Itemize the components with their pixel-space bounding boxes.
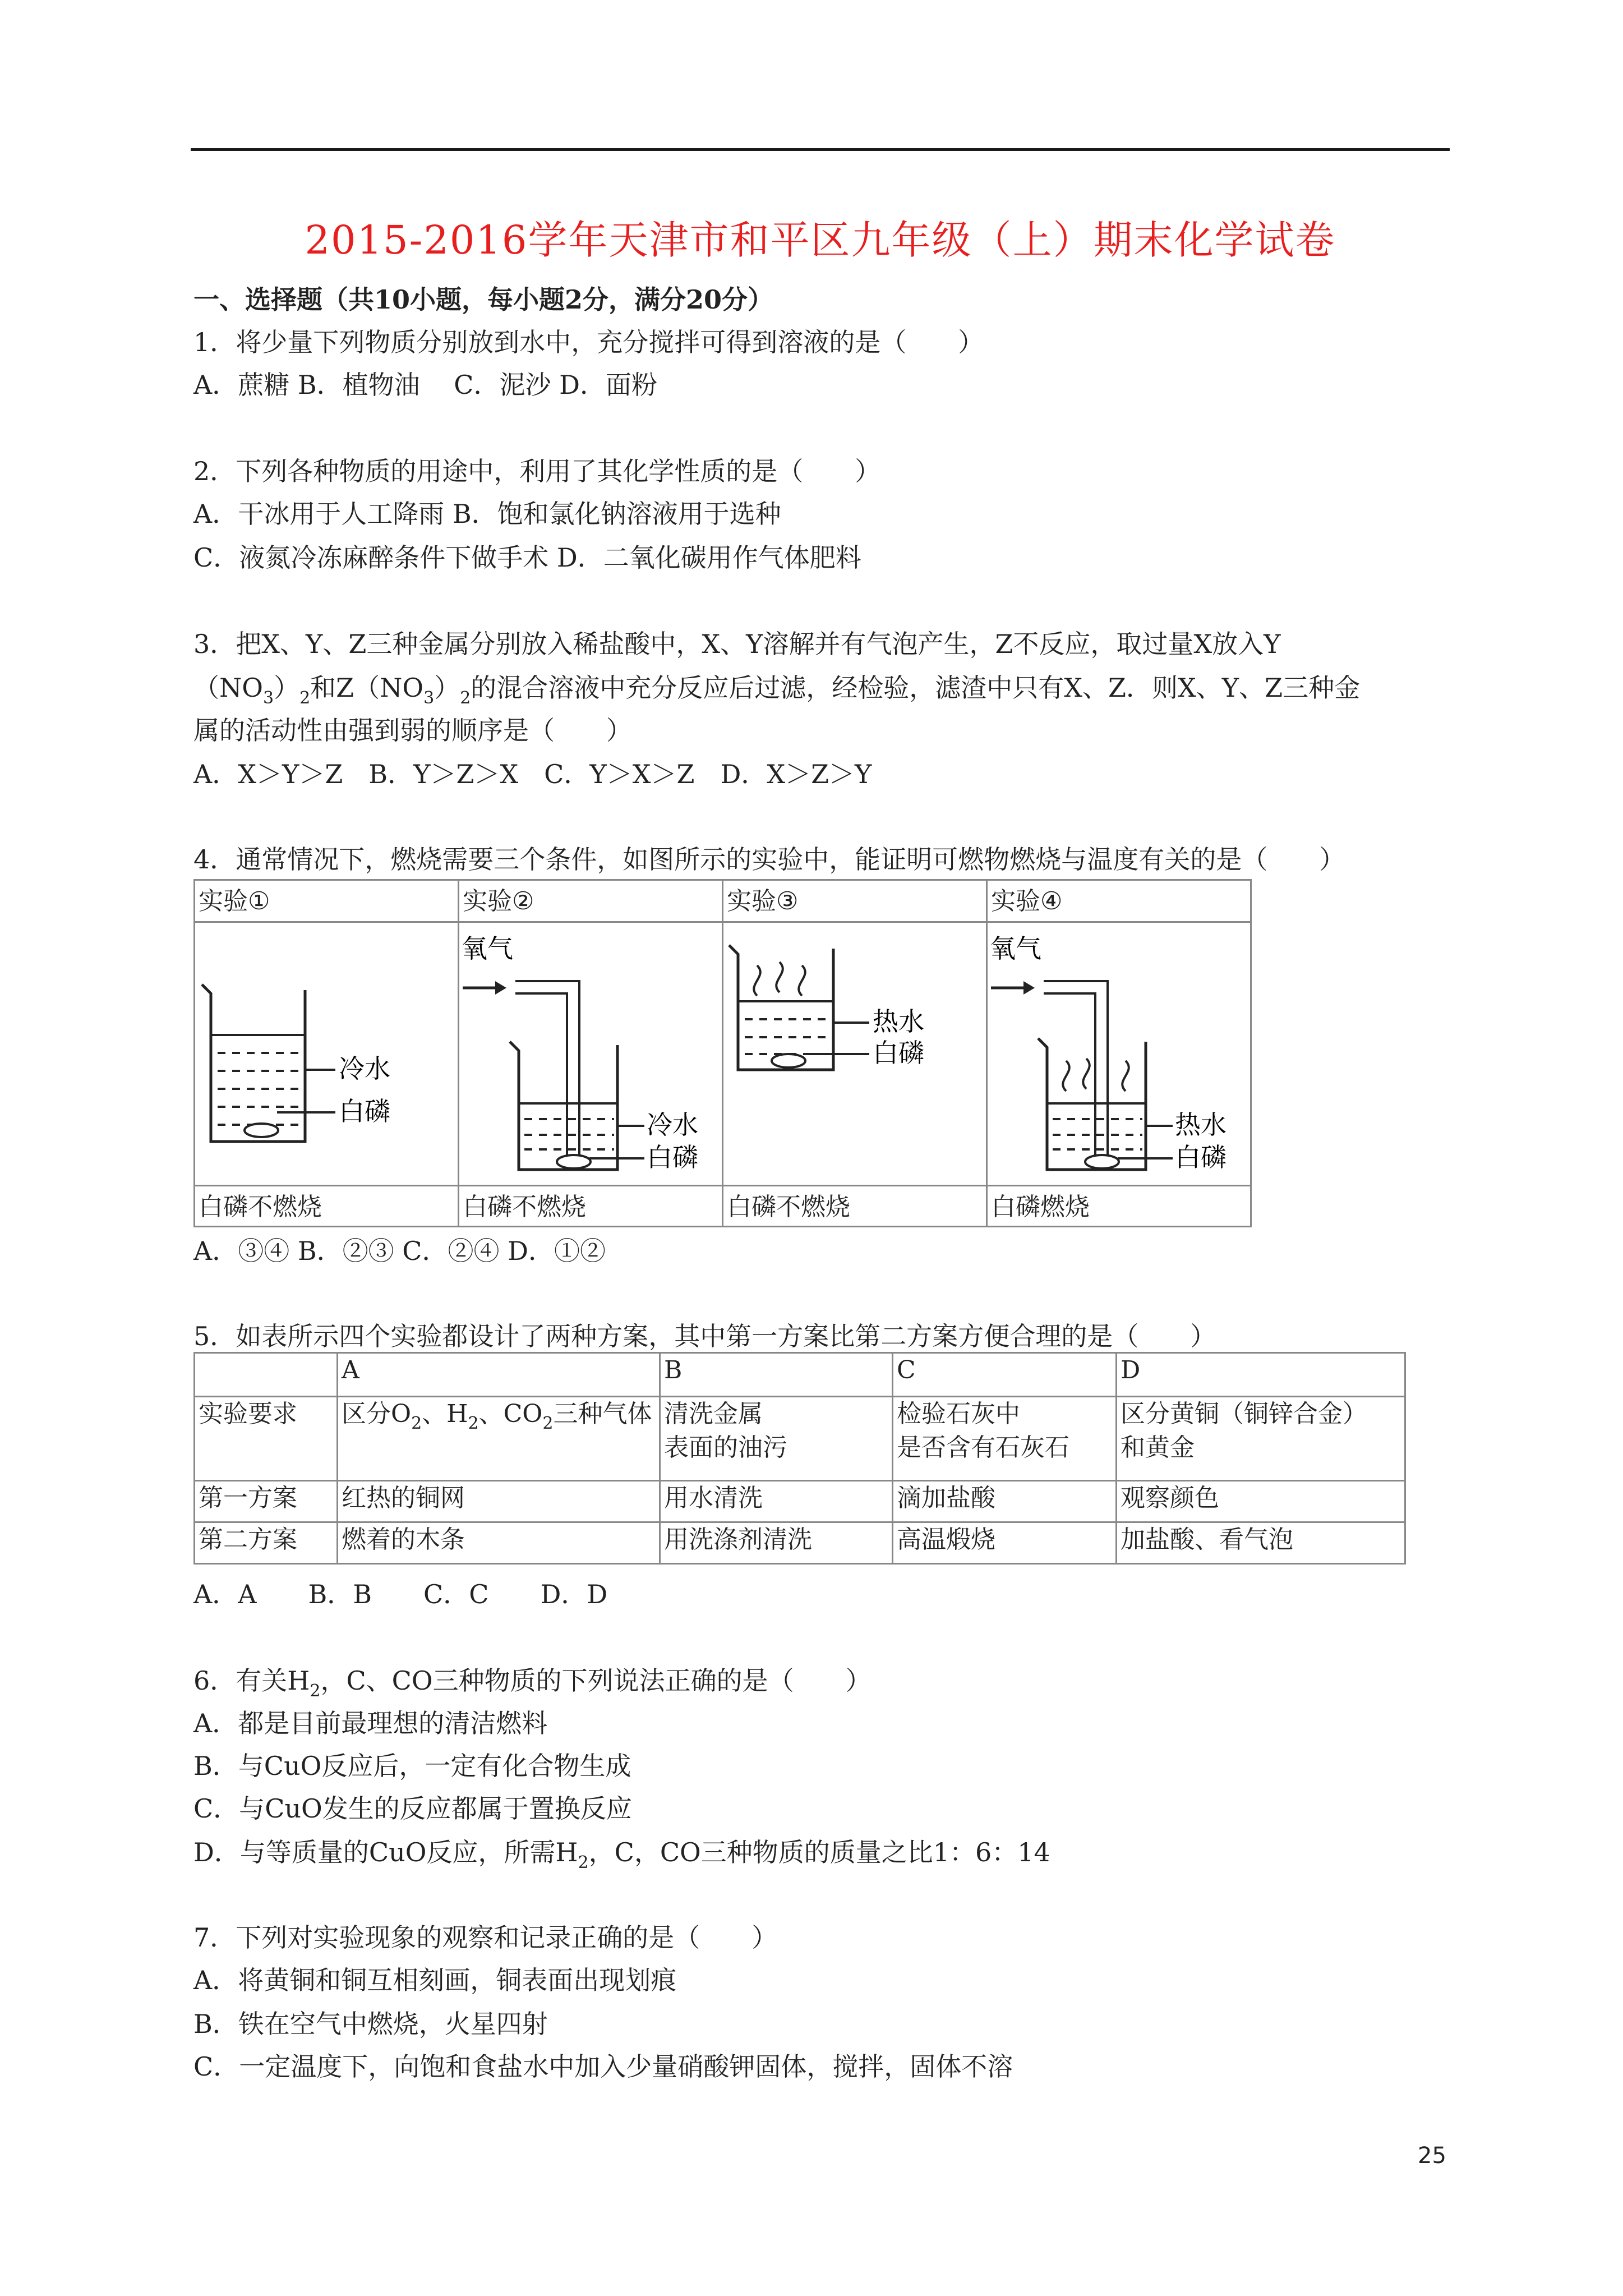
q6-stem: 6．有关$H_2$，C、CO三种物质的下列说法正确的是（ ） <box>193 1665 872 1701</box>
q5-header-blank <box>195 1353 338 1397</box>
q2-options-2: C．液氮冷冻麻醉条件下做手术 D．二氧化碳用作气体肥料 <box>193 542 861 573</box>
q5-row2-c: 高温煅烧 <box>893 1522 1117 1564</box>
q5-row2-b: 用洗涤剂清洗 <box>660 1522 893 1564</box>
label-hot-water: 热水 <box>873 1006 924 1037</box>
q2-options-1: A．干冰用于人工降雨 B．饱和氯化钠溶液用于选种 <box>193 499 781 529</box>
q4-result-4: 白磷燃烧 <box>987 1186 1251 1227</box>
label-hot-water: 热水 <box>1175 1110 1227 1140</box>
q7-option-a: A．将黄铜和铜互相刻画，铜表面出现划痕 <box>193 1965 677 1995</box>
q4-figure-1 <box>195 922 459 1186</box>
q6-option-a: A．都是目前最理想的清洁燃料 <box>193 1708 548 1738</box>
q5-row2-d: 加盐酸、看气泡 <box>1117 1522 1405 1564</box>
label-white-phosphorus: 白磷 <box>339 1096 390 1126</box>
q4-figure-2 <box>459 922 723 1186</box>
beaker-diagram-4 <box>988 923 1243 1179</box>
q7-option-c: C．一定温度下，向饱和食盐水中加入少量硝酸钾固体，搅拌，固体不溶 <box>193 2051 1013 2082</box>
q4-header-3: 实验③ <box>723 880 987 922</box>
q2-stem: 2．下列各种物质的用途中，利用了其化学性质的是（ ） <box>193 456 881 486</box>
q5-header-d: D <box>1117 1353 1405 1397</box>
q1-options: A．蔗糖 B．植物油 C．泥沙 D．面粉 <box>193 370 657 400</box>
q3-line2: $(NO_3)_2$和$Z(NO_3)_2$的混合溶液中充分反应后过滤，经检验，滤渣中只有X、Z．则X、Y、Z三种金 <box>193 673 1361 708</box>
top-rule <box>191 148 1450 151</box>
label-oxygen: 氧气 <box>462 933 513 964</box>
q7-stem: 7．下列对实验现象的观察和记录正确的是（ ） <box>193 1922 778 1953</box>
q5-options: A．A B．B C．C D．D <box>193 1579 608 1609</box>
q7-option-b: B．铁在空气中燃烧，火星四射 <box>193 2009 548 2039</box>
q4-result-3: 白磷不燃烧 <box>723 1186 987 1227</box>
q5-row2-label: 第二方案 <box>195 1522 338 1564</box>
beaker-diagram-2 <box>459 923 715 1179</box>
q5-row1-b: 用水清洗 <box>660 1481 893 1522</box>
q4-experiment-table <box>193 879 1252 1227</box>
q6-option-c: C．与CuO发生的反应都属于置换反应 <box>193 1793 632 1824</box>
q4-header-4: 实验④ <box>987 880 1251 922</box>
label-white-phosphorus: 白磷 <box>647 1142 698 1172</box>
label-white-phosphorus: 白磷 <box>873 1038 924 1068</box>
q4-options: A．③④ B．②③ C．②④ D．①② <box>193 1236 606 1266</box>
q4-result-2: 白磷不燃烧 <box>459 1186 723 1227</box>
q5-req-a: 区分$O_2$、$H_2$、$CO_2$三种气体 <box>338 1397 660 1481</box>
label-oxygen: 氧气 <box>990 933 1041 964</box>
q4-result-1: 白磷不燃烧 <box>195 1186 459 1227</box>
q4-figure-4 <box>987 922 1251 1186</box>
q5-req-b: 清洗金属 表面的油污 <box>660 1397 893 1481</box>
q3-line3: 属的活动性由强到弱的顺序是（ ） <box>193 715 632 746</box>
exam-title: 2015-2016学年天津市和平区九年级（上）期末化学试卷 <box>305 217 1336 263</box>
q4-header-1: 实验① <box>195 880 459 922</box>
q5-table <box>193 1352 1406 1565</box>
q4-header-2: 实验② <box>459 880 723 922</box>
q5-row1-c: 滴加盐酸 <box>893 1481 1117 1522</box>
q4-stem: 4．通常情况下，燃烧需要三个条件，如图所示的实验中，能证明可燃物燃烧与温度有关的是（ ） <box>193 844 1345 875</box>
label-cold-water: 冷水 <box>339 1053 390 1084</box>
q3-line1: 3．把X、Y、Z三种金属分别放入稀盐酸中，X、Y溶解并有气泡产生，Z不反应，取过量X放入Y <box>193 629 1281 659</box>
q6-option-b: B．与CuO反应后，一定有化合物生成 <box>193 1751 631 1781</box>
page-number: 25 <box>1418 2143 1446 2169</box>
q5-header-b: B <box>660 1353 893 1397</box>
label-white-phosphorus: 白磷 <box>1175 1142 1227 1172</box>
label-cold-water: 冷水 <box>647 1110 698 1140</box>
q5-req-d: 区分黄铜（铜锌合金） 和黄金 <box>1117 1397 1405 1481</box>
q5-req-c: 检验石灰中 是否含有石灰石 <box>893 1397 1117 1481</box>
q5-header-a: A <box>338 1353 660 1397</box>
q5-stem: 5．如表所示四个实验都设计了两种方案，其中第一方案比第二方案方便合理的是（ ） <box>193 1321 1216 1351</box>
q5-row1-d: 观察颜色 <box>1117 1481 1405 1522</box>
q5-row-requirement-label: 实验要求 <box>195 1397 338 1481</box>
beaker-diagram-1 <box>195 923 451 1179</box>
section-heading: 一、选择题（共10小题，每小题2分，满分20分） <box>193 284 774 315</box>
q4-figure-3 <box>723 922 987 1186</box>
q5-header-c: C <box>893 1353 1117 1397</box>
q1-stem: 1．将少量下列物质分别放到水中，充分搅拌可得到溶液的是（ ） <box>193 327 984 357</box>
beaker-diagram-3 <box>723 923 979 1179</box>
q5-row1-label: 第一方案 <box>195 1481 338 1522</box>
q5-row2-a: 燃着的木条 <box>338 1522 660 1564</box>
q6-option-d: D．与等质量的CuO反应，所需$H_2$，C，CO三种物质的质量之比1：6：14 <box>193 1837 1050 1872</box>
q3-options: A．X＞Y＞Z B．Y＞Z＞X C．Y＞X＞Z D．X＞Z＞Y <box>193 759 872 789</box>
q5-row1-a: 红热的铜网 <box>338 1481 660 1522</box>
